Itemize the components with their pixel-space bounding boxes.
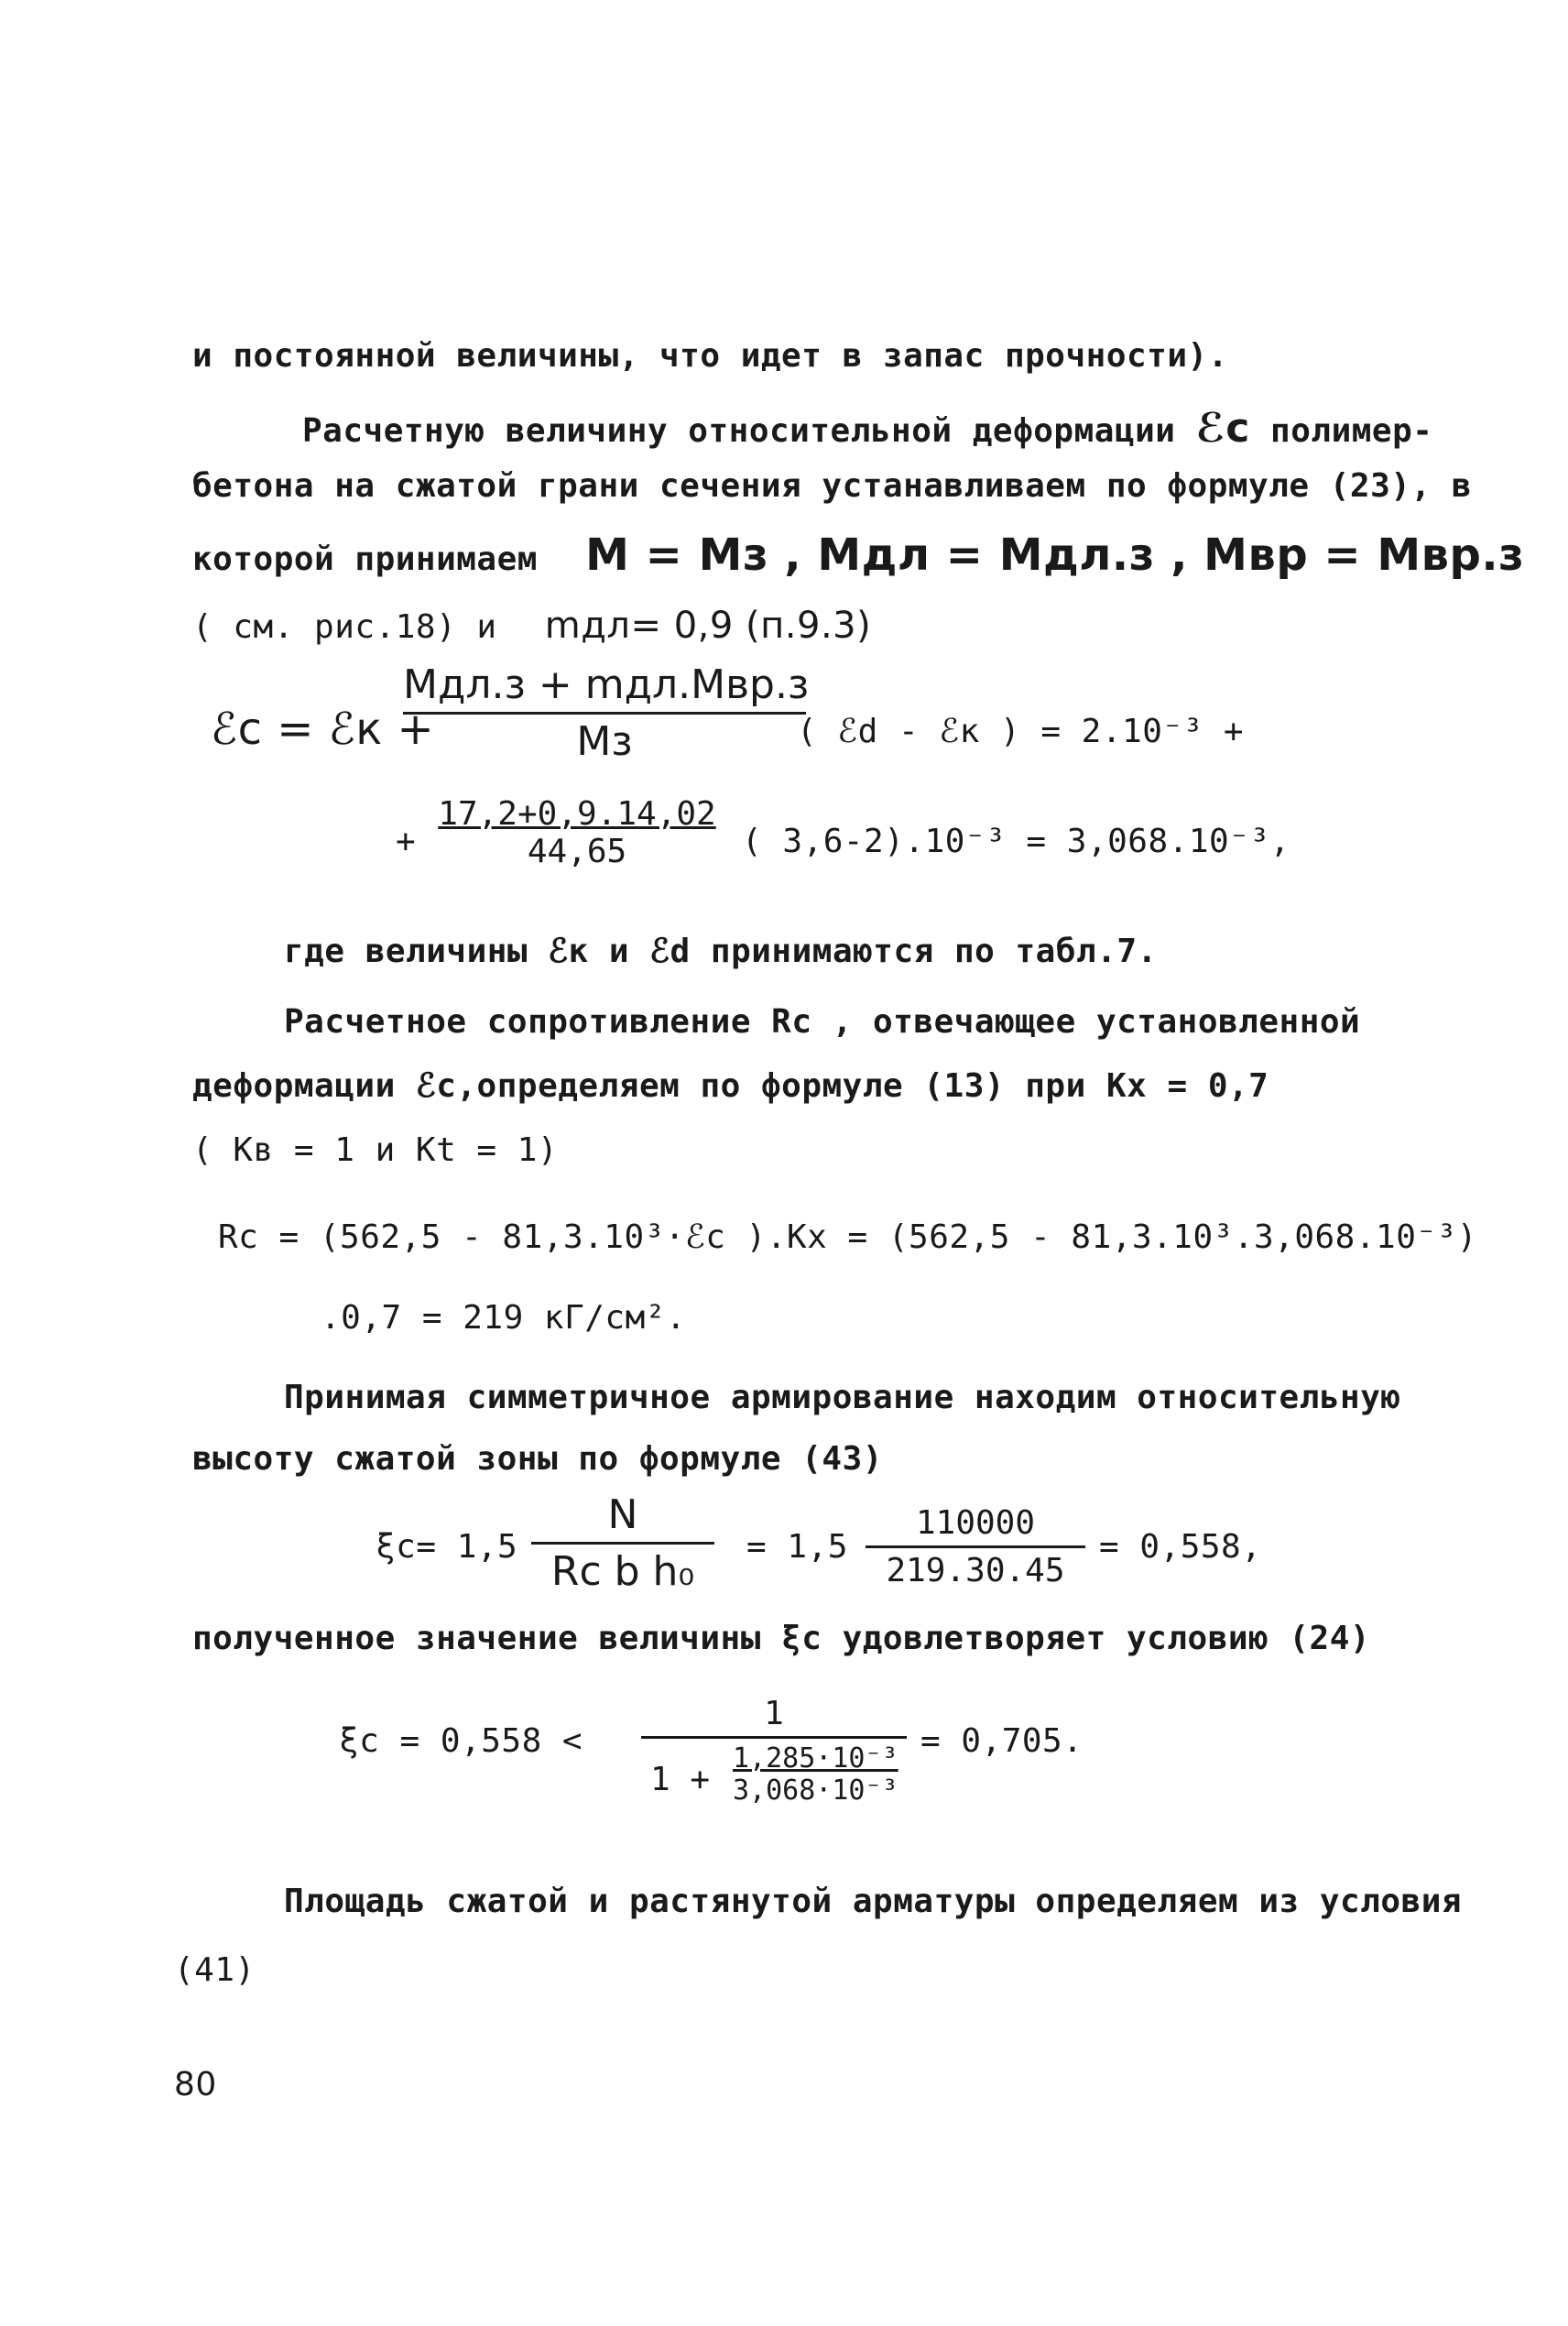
- text-line: и постоянной величины, что идет в запас прочности).: [192, 337, 1228, 375]
- fraction-bar: [403, 712, 806, 715]
- eq4-denominator-2: 219.30.45: [886, 1552, 1065, 1589]
- eq5-lhs: ξc = 0,558 <: [339, 1722, 583, 1760]
- eq1-fraction: [403, 661, 810, 765]
- eq1-denominator: Mз: [576, 718, 633, 765]
- text-line: полученное значение величины ξc удовлетворяет условию (24): [192, 1620, 1371, 1657]
- eq4-fraction-1: [531, 1491, 714, 1595]
- fraction-bar: [531, 1542, 714, 1545]
- eq1-rest: ( ℰd - ℰк ) = 2.10⁻³ +: [797, 713, 1245, 750]
- text-line: [192, 605, 871, 647]
- eq4-lhs: ξc= 1,5: [376, 1528, 518, 1566]
- text-line: деформации ℰc,определяем по формуле (13) при Kx = 0,7: [192, 1067, 1269, 1105]
- moment-equalities: M = Mз , Mдл = Mдл.з , Mвр = Mвр.з: [585, 530, 1525, 581]
- eq5-inner-denominator: 3,068·10⁻³: [733, 1775, 898, 1807]
- eq2-plus: +: [396, 823, 417, 860]
- text-span: Расчетную величину относительной деформации: [302, 412, 1176, 450]
- eq5-end: = 0,705.: [920, 1722, 1083, 1760]
- eq2-rest: ( 3,6-2).10⁻³ = 3,068.10⁻³,: [742, 823, 1290, 860]
- eq4-fraction-2: [866, 1504, 1085, 1589]
- text-line: где величины ℰк и ℰd принимаются по табл.7.: [284, 933, 1158, 970]
- eq4-mid: = 1,5: [746, 1528, 848, 1566]
- coefficient-m-dl: mдл= 0,9 (п.9.3): [544, 605, 872, 647]
- text-line: Расчетное сопротивление Rc , отвечающее установленной: [284, 1003, 1361, 1041]
- text-span: которой принимаем: [192, 541, 538, 578]
- text-line: [192, 530, 1524, 581]
- text-line: [302, 405, 1432, 452]
- eq5-inner-numerator: 1,285·10⁻³: [733, 1742, 898, 1775]
- fraction-bar: [641, 1736, 907, 1739]
- fraction-bar: [866, 1545, 1085, 1548]
- epsilon-c-symbol: ℰc: [1195, 405, 1250, 452]
- page-number: 80: [174, 2066, 217, 2103]
- text-span: ( см. рис.18) и: [192, 608, 497, 646]
- eq5-fraction: [641, 1695, 907, 1825]
- eq2-numerator: 17,2+0,9.14,02: [438, 795, 716, 833]
- eq5-denominator: [641, 1742, 907, 1825]
- eq5-inner-fraction: [733, 1742, 898, 1807]
- eq4-numerator-1: N: [607, 1491, 638, 1538]
- eq3-line1: Rc = (562,5 - 81,3.10³·ℰc ).Kx = (562,5 - 81,3.10³.3,068.10⁻³): [218, 1218, 1477, 1256]
- eq4-denominator-1: Rc b h₀: [550, 1548, 695, 1595]
- text-line: Площадь сжатой и растянутой арматуры определяем из условия: [284, 1883, 1463, 1920]
- eq4-end: = 0,558,: [1099, 1528, 1262, 1566]
- text-line: Принимая симметричное армирование находим относительную: [284, 1379, 1401, 1416]
- eq5-numerator: 1: [764, 1695, 784, 1732]
- text-line: высоту сжатой зоны по формуле (43): [192, 1440, 883, 1478]
- text-line: бетона на сжатой грани сечения устанавливаем по формуле (23), в: [192, 467, 1472, 505]
- eq4-numerator-2: 110000: [915, 1504, 1036, 1542]
- text-line: ( Kв = 1 и Kt = 1): [192, 1131, 559, 1169]
- text-span: полимер-: [1270, 412, 1433, 450]
- text-line: (41): [174, 1951, 256, 1989]
- eq3-line2: .0,7 = 219 кГ/см².: [321, 1299, 687, 1337]
- eq5-den-prefix: 1 +: [650, 1761, 711, 1798]
- eq2-denominator: 44,65: [527, 833, 627, 870]
- eq1-lhs: ℰc = ℰк +: [211, 704, 435, 755]
- eq1-numerator: Mдл.з + mдл.Mвр.з: [403, 661, 810, 708]
- eq2-fraction: [430, 795, 724, 870]
